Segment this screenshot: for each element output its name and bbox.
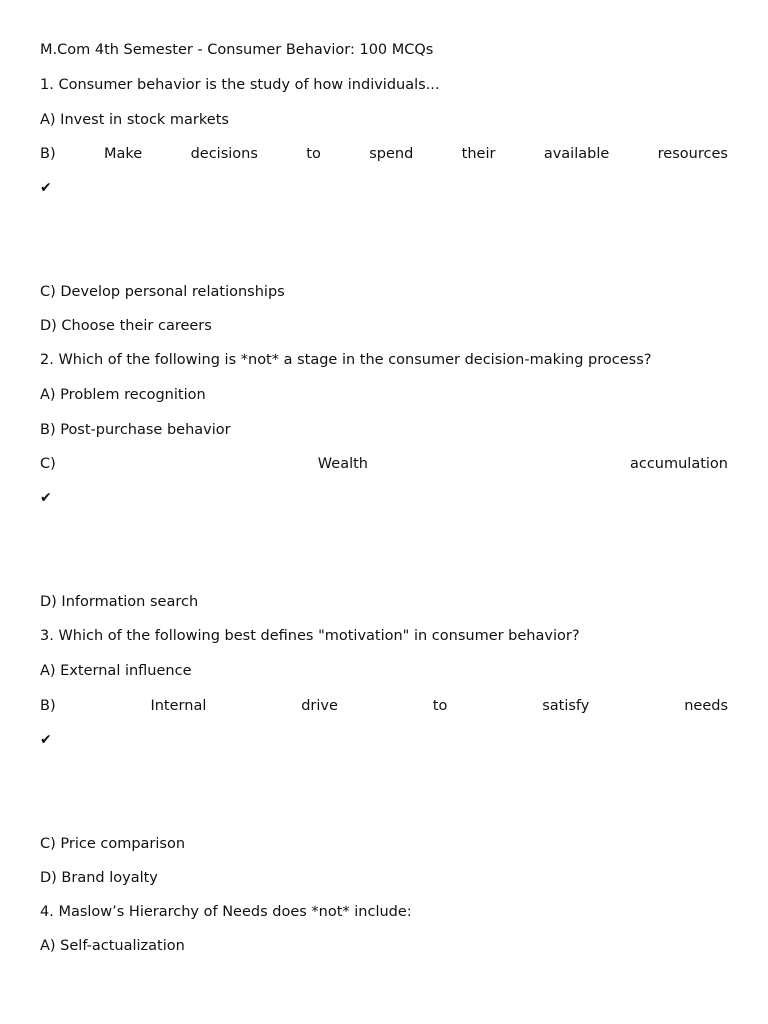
q2-option-c-word: accumulation	[629, 456, 728, 472]
q3-option-d: D) Brand loyalty	[40, 870, 158, 886]
q2-option-d: D) Information search	[40, 594, 199, 610]
q1-option-b-word: available	[543, 146, 610, 162]
correct-answer-checkmark-icon: ✔	[40, 490, 52, 506]
question-1-text: 1. Consumer behavior is the study of how individuals...	[40, 77, 440, 93]
q2-option-c-word: C)	[40, 456, 56, 472]
q3-option-b	[40, 697, 728, 715]
q1-option-b-word: Make	[103, 146, 143, 162]
q1-option-b-word: to	[306, 146, 321, 162]
correct-answer-checkmark-icon: ✔	[40, 732, 52, 748]
q1-option-b-word: decisions	[190, 146, 258, 162]
q1-option-d: D) Choose their careers	[40, 318, 212, 334]
q2-option-b: B) Post-purchase behavior	[40, 422, 231, 438]
q3-option-b-word: Internal	[150, 698, 207, 714]
correct-answer-checkmark-icon: ✔	[40, 180, 52, 196]
question-4-text: 4. Maslow’s Hierarchy of Needs does *not* include:	[40, 904, 412, 920]
question-3-text: 3. Which of the following best defines "motivation" in consumer behavior?	[40, 628, 580, 644]
q3-option-b-word: to	[432, 698, 448, 714]
q1-option-c: C) Develop personal relationships	[40, 284, 285, 300]
q1-option-b-word: resources	[657, 146, 728, 162]
q2-option-c	[40, 455, 728, 473]
q1-option-b-word: B)	[40, 146, 56, 162]
q3-option-a: A) External influence	[40, 663, 192, 679]
q3-option-c: C) Price comparison	[40, 836, 186, 852]
q3-option-b-word: drive	[301, 698, 338, 714]
q3-option-b-word: needs	[684, 698, 728, 714]
q3-option-b-word: satisfy	[542, 698, 590, 714]
q3-option-b-word: B)	[40, 698, 56, 714]
q4-option-a: A) Self-actualization	[40, 938, 185, 954]
q1-option-a: A) Invest in stock markets	[40, 112, 229, 128]
question-2-text: 2. Which of the following is *not* a stage in the consumer decision-making process?	[40, 352, 652, 368]
document-title: M.Com 4th Semester - Consumer Behavior: 100 MCQs	[40, 42, 434, 58]
q2-option-a: A) Problem recognition	[40, 387, 206, 403]
q1-option-b	[40, 145, 728, 163]
q1-option-b-word: their	[461, 146, 496, 162]
q2-option-c-word: Wealth	[317, 456, 368, 472]
q1-option-b-word: spend	[369, 146, 414, 162]
